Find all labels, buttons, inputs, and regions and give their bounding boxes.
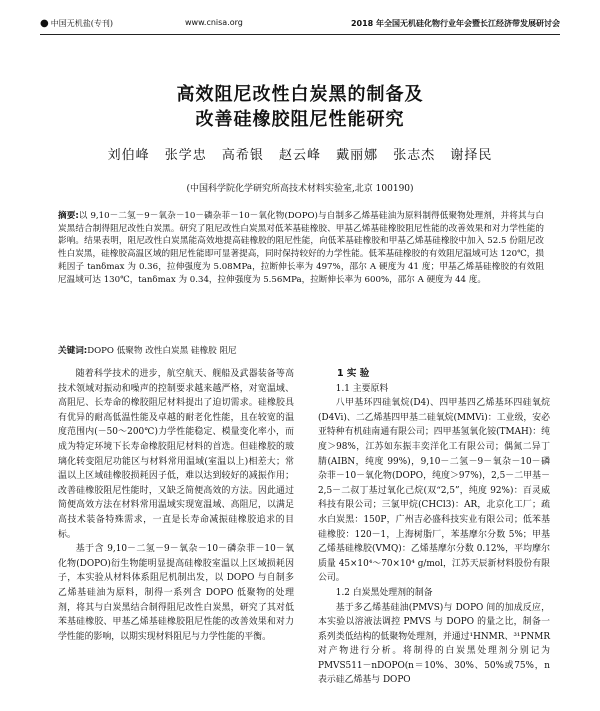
header-rule <box>40 34 560 35</box>
abstract <box>58 210 544 286</box>
bullet-icon: ● <box>40 18 49 29</box>
running-header <box>40 14 560 34</box>
keywords <box>58 344 544 356</box>
right-column <box>318 367 550 688</box>
subsection-heading-materials: 1.1 主要原料 <box>335 383 389 394</box>
publisher-label: 中国无机盐(专刊) <box>50 19 113 28</box>
section-heading-experiment: 1 实 验 <box>337 368 370 379</box>
keywords-label: 关键词: <box>58 346 88 356</box>
subsection-heading-preparation: 1.2 白炭黑处理剂的制备 <box>335 587 433 598</box>
intro-paragraph-1: 随着科学技术的进步，航空航天、舰船及武器装备等高技术领域对振动和噪声的控制要求越来越严格，对宽温域、高阻尼、长寿命的橡胶阻尼材料提出了迫切需求。硅橡胶具有优异的耐高低温性能及卓越的耐老化性能，且在较宽的温度范围内(－50～200℃)力学性能稳定、模量变化率小，而成为特定环境下长寿命橡胶阻尼材料的首选。但硅橡胶的玻璃化转变阻尼功能区与材料常用温域(室温以上)相差大；常温以上区域硅橡胶损耗因子低，难以达到较好的减振作用；改善硅橡胶阻尼性能时，又缺乏简便高效的方法。因此通过简便高效方法在材料常用温域实现宽温域、高阻尼，以满足高技术装备特殊需求，一直是长寿命减振硅橡胶追求的目标。 <box>58 369 294 540</box>
journal-url: www.cnisa.org <box>185 18 243 27</box>
keywords-text: DOPO 低聚物 改性白炭黑 硅橡胶 阻尼 <box>87 346 237 356</box>
abstract-text: 以 9,10－二氢－9－氧杂－10－磷杂菲－10－氧化物(DOPO)与自制多乙烯基硅油为原料制得低聚物处理剂，并将其与白炭黑结合制得阻尼改性白炭黑。研究了阻尼改性白炭黑对低苯基硅橡胶、甲基乙烯基硅橡胶阻尼性能的改善效果和对力学性能的影响。结果表明，阻尼改性白炭黑能高效地提高硅橡胶的阻尼性能，向低苯基硅橡胶和甲基乙烯基硅橡胶中加入 52.5 份阻尼改性白炭黑，硅橡胶高温区域的阻尼性能即可显著提高，同时保持较好的力学性能。低苯基硅橡胶的有效阻尼温域可达 120℃，损耗因子 tanδmax 为 0.36，拉伸强度为 5.08MPa，拉断伸长率为 497%，邵尔 A 硬度为 41 度；甲基乙烯基硅橡胶的有效阻尼温域可达 130℃，tanδmax 为 0.34，拉伸强度为 5.56MPa，拉断伸长率为 600%，邵尔 A 硬度为 44 度。 <box>58 211 544 285</box>
left-column <box>58 367 294 644</box>
author-list: 刘伯峰 张学忠 高希银 赵云峰 戴丽娜 张志杰 谢择民 <box>107 148 493 163</box>
materials-paragraph: 八甲基环四硅氧烷(D4)、四甲基四乙烯基环四硅氧烷(D4Vi)、二乙烯基四甲基二硅氧烷(MMVi)：工业级，安必亚特种有机硅南通有限公司；四甲基氢氧化铵(TMAH)：纯度＞98%，江苏如东振丰奕洋化工有限公司；偶氮二异丁腈(AIBN，纯度 99%)，9,10－二氢－9－氧杂－10－磷杂菲－10－氧化物(DOPO，纯度＞97%)，2,5－二甲基－2,5－二叔丁基过氧化己烷(双“2,5”，纯度 92%)：百灵威科技有限公司；三氯甲烷(CHCl3)：AR，北京化工厂；疏水白炭黑：150P，广州吉必盛科技实业有限公司；低苯基硅橡胶：120－1，上海树脂厂，苯基摩尔分数 5%；甲基乙烯基硅橡胶(VMQ)：乙烯基摩尔分数 0.12%，平均摩尔质量 45×10⁴～70×10⁴ g/mol，江苏天辰新材料股份有限公司。 <box>318 398 550 584</box>
affiliation: (中国科学院化学研究所高技术材料实验室,北京 100190) <box>186 184 414 194</box>
abstract-label: 摘要: <box>58 211 79 221</box>
conference-name: 2018 年全国无机硅化物行业年会暨长江经济带发展研讨会 <box>350 19 560 28</box>
paper-title-line2: 改善硅橡胶阻尼性能研究 <box>195 109 405 130</box>
intro-paragraph-2: 基于含 9,10－二氢－9－氧杂－10－磷杂菲－10－氧化物(DOPO)衍生物能明显提高硅橡胶室温以上区域损耗因子，本实验从材料体系阻尼机制出发，以 DOPO 与自制多乙烯基硅油为原料，制得一系列含 DOPO 低聚物的处理剂，将其与白炭黑结合制得阻尼改性白炭黑，研究了其对低苯基硅橡胶、甲基乙烯基硅橡胶阻尼性能的改善效果和对力学性能的影响，以期实现材料阻尼与力学性能的平衡。 <box>58 544 294 642</box>
paper-title-line1: 高效阻尼改性白炭黑的制备及 <box>176 84 424 105</box>
preparation-paragraph: 基于多乙烯基硅油(PMVS)与 DOPO 间的加成反应，本实验以溶液法调控 PMVS 与 DOPO 的量之比，制备一系列类低结构的低聚物处理剂，并通过¹HNMR、³¹PNMR 对产物进行分析。将制得的白炭黑处理剂分别记为 PMVS511－nDOPO(n＝10%、30%、50%或75%，n 表示硅乙烯基与 DOPO <box>318 602 550 686</box>
publisher-name <box>40 18 113 29</box>
